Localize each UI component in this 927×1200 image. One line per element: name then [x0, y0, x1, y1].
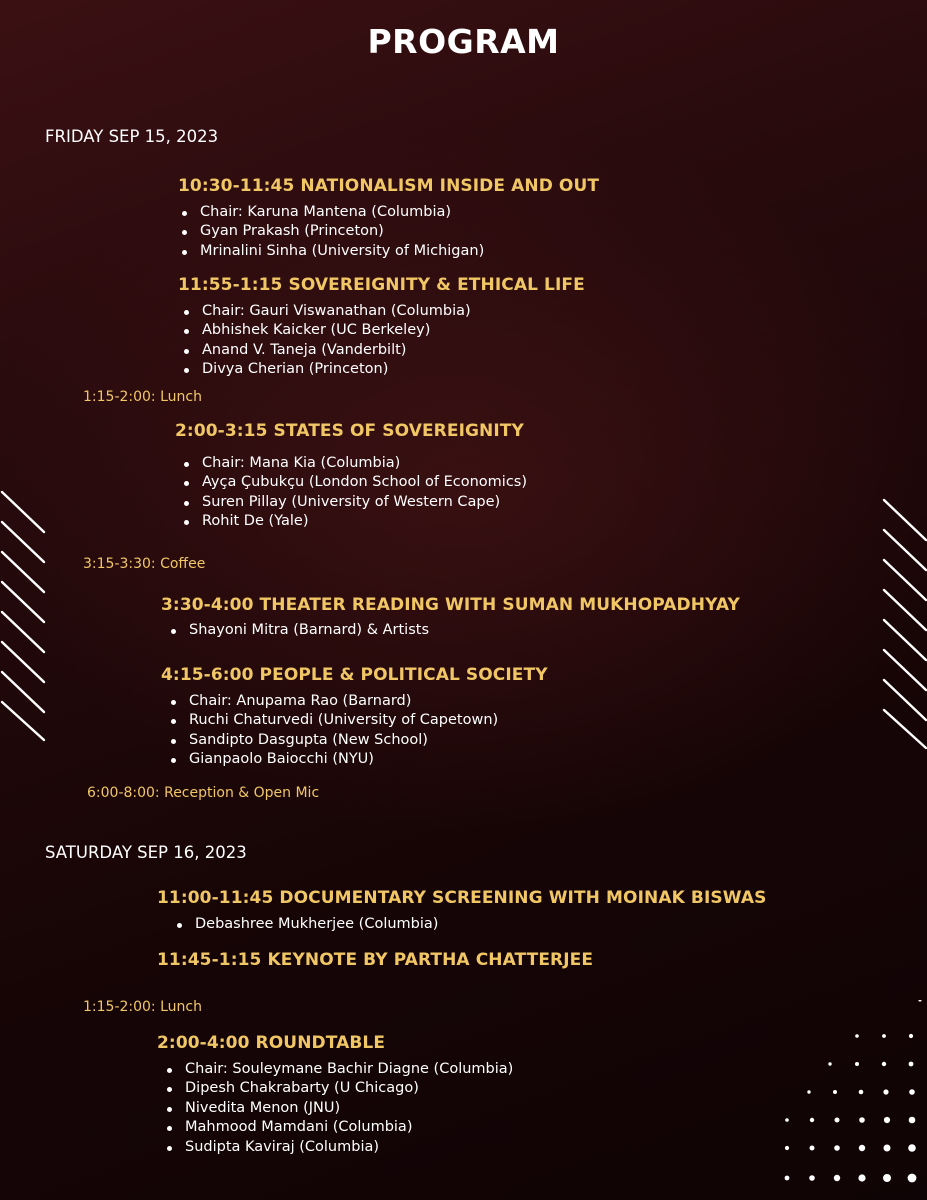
list-item: Sudipta Kaviraj (Columbia) [163, 1138, 513, 1157]
session-title: 11:45-1:15 KEYNOTE BY PARTHA CHATTERJEE [157, 950, 594, 970]
session-title: 11:00-11:45 DOCUMENTARY SCREENING WITH MOINAK BISWAS [157, 888, 767, 908]
list-item: Chair: Mana Kia (Columbia) [180, 454, 527, 473]
list-item: Shayoni Mitra (Barnard) & Artists [167, 621, 429, 640]
list-item: Rohit De (Yale) [180, 512, 527, 531]
list-item: Dipesh Chakrabarty (U Chicago) [163, 1079, 513, 1098]
list-item: Divya Cherian (Princeton) [180, 360, 471, 379]
list-item: Chair: Souleymane Bachir Diagne (Columbia) [163, 1060, 513, 1079]
decorative-dots [775, 1000, 927, 1195]
list-item: Chair: Anupama Rao (Barnard) [167, 692, 498, 711]
break-reception: 6:00-8:00: Reception & Open Mic [87, 785, 320, 801]
session-list [178, 203, 484, 261]
session-list [167, 621, 429, 640]
list-item: Nivedita Menon (JNU) [163, 1099, 513, 1118]
list-item: Gyan Prakash (Princeton) [178, 222, 484, 241]
list-item: Suren Pillay (University of Western Cape) [180, 493, 527, 512]
list-item: Debashree Mukherjee (Columbia) [173, 915, 438, 934]
session-list [180, 454, 527, 532]
break-lunch: 1:15-2:00: Lunch [83, 389, 202, 405]
list-item: Ruchi Chaturvedi (University of Capetown) [167, 711, 498, 730]
decorative-stripes-right [880, 496, 927, 754]
break-coffee: 3:15-3:30: Coffee [83, 556, 206, 572]
page-title: PROGRAM [367, 22, 560, 61]
decorative-stripes-left [0, 488, 50, 746]
session-title: 3:30-4:00 THEATER READING WITH SUMAN MUKHOPADHYAY [161, 595, 740, 615]
list-item: Abhishek Kaicker (UC Berkeley) [180, 321, 471, 340]
session-list [163, 1060, 513, 1157]
list-item: Ayça Çubukçu (London School of Economics) [180, 473, 527, 492]
list-item: Gianpaolo Baiocchi (NYU) [167, 750, 498, 769]
session-list [167, 692, 498, 770]
list-item: Mrinalini Sinha (University of Michigan) [178, 242, 484, 261]
break-lunch: 1:15-2:00: Lunch [83, 999, 202, 1015]
session-title: 2:00-3:15 STATES OF SOVEREIGNITY [175, 421, 524, 441]
session-list [180, 302, 471, 380]
session-list [173, 915, 438, 934]
day-heading-saturday: SATURDAY SEP 16, 2023 [45, 843, 247, 862]
session-title: 4:15-6:00 PEOPLE & POLITICAL SOCIETY [161, 665, 548, 685]
session-title: 10:30-11:45 NATIONALISM INSIDE AND OUT [178, 176, 600, 196]
session-title: 2:00-4:00 ROUNDTABLE [157, 1033, 386, 1053]
day-heading-friday: FRIDAY SEP 15, 2023 [45, 127, 219, 146]
list-item: Mahmood Mamdani (Columbia) [163, 1118, 513, 1137]
list-item: Anand V. Taneja (Vanderbilt) [180, 341, 471, 360]
session-title: 11:55-1:15 SOVEREIGNITY & ETHICAL LIFE [178, 275, 585, 295]
list-item: Chair: Gauri Viswanathan (Columbia) [180, 302, 471, 321]
list-item: Chair: Karuna Mantena (Columbia) [178, 203, 484, 222]
list-item: Sandipto Dasgupta (New School) [167, 731, 498, 750]
